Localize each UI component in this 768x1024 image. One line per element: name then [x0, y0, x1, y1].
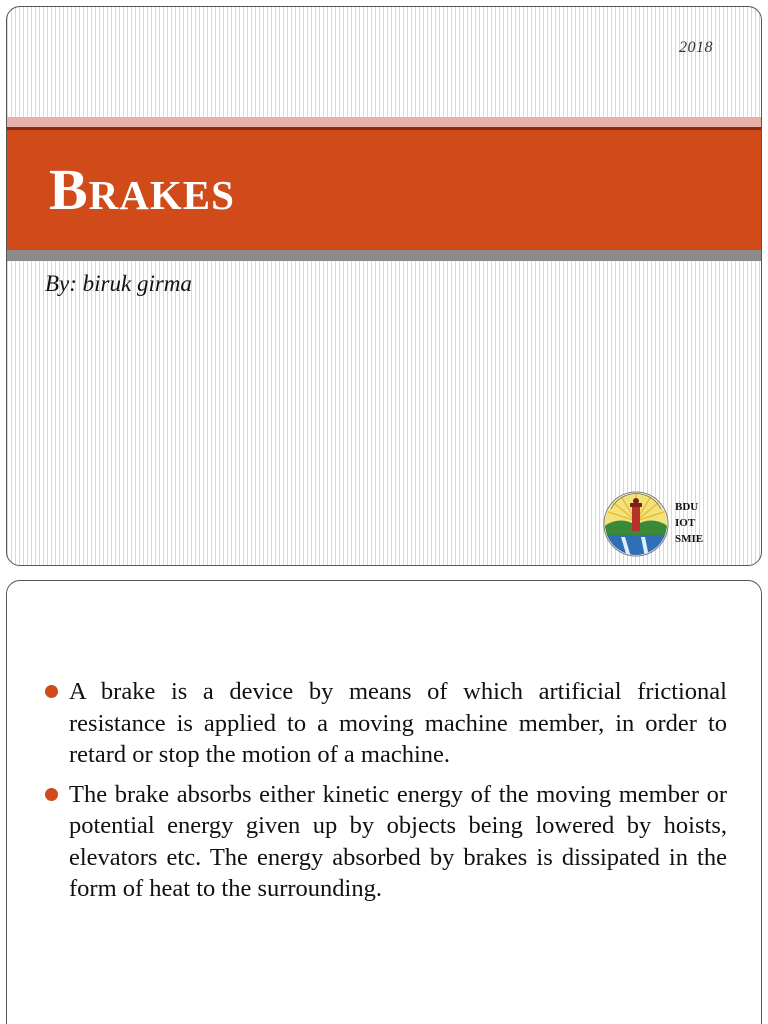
bullet-text: The brake absorbs either kinetic energy of the moving member or potential energy given up by objects being lowered by hoists, elevators etc. The energy absorbed by brakes is dissipated in the form of heat to the surrounding. — [69, 780, 727, 902]
list-item — [43, 676, 727, 771]
bullet-dot-icon — [45, 685, 58, 698]
title-band-divider — [7, 250, 761, 261]
title-slide — [6, 6, 762, 566]
logo-line: SMIE — [675, 533, 704, 545]
slide-title: Brakes — [49, 157, 235, 222]
accent-band-top — [7, 117, 761, 127]
slide-year: 2018 — [679, 39, 713, 56]
logo-caption — [675, 499, 703, 547]
title-band — [7, 130, 761, 250]
logo-line: BDU — [675, 501, 699, 513]
list-item — [43, 779, 727, 905]
institute-logo — [603, 491, 733, 557]
bullet-text: A brake is a device by means of which artificial frictional resistance is applied to a moving machine member, in order to retard or stop the motion of a machine. — [69, 678, 727, 768]
logo-line: IOT — [675, 517, 696, 529]
bullet-dot-icon — [45, 788, 58, 801]
slide-author: By: biruk girma — [45, 271, 192, 296]
bullet-list — [43, 676, 727, 913]
institute-seal-icon — [603, 491, 669, 557]
content-slide — [6, 580, 762, 1024]
